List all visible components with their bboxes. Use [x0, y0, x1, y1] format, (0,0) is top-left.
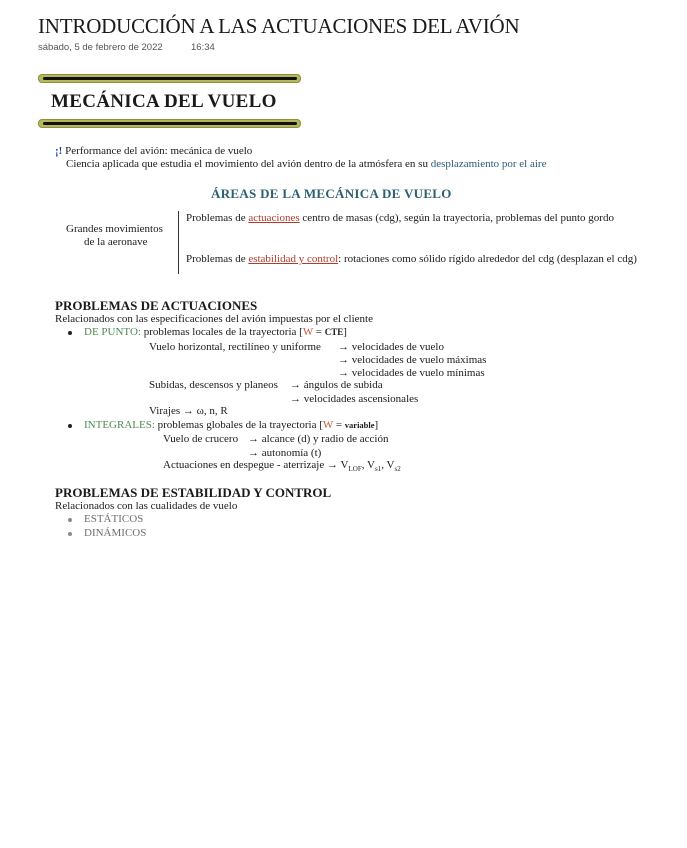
page-date: sábado, 5 de febrero de 2022 [38, 42, 163, 53]
despegue-sep-1: , V [361, 459, 375, 471]
estabilidad-link[interactable]: estabilidad y control [248, 253, 339, 265]
section-title: MECÁNICA DEL VUELO [51, 91, 277, 112]
bullet-dot [68, 518, 72, 522]
integrales-label: INTEGRALES: [84, 419, 155, 431]
intro-line-1 [55, 145, 252, 157]
areas-row-actuaciones [186, 212, 614, 224]
bullet-dot [68, 331, 72, 335]
cte-label: CTE [324, 327, 344, 337]
integrales-text: problemas globales de la trayectoria [ [157, 419, 323, 431]
integrales-item [84, 419, 378, 431]
areas-row2-pre: Problemas de [186, 253, 246, 265]
despegue-sep-2: , V [381, 459, 395, 471]
subidas-result-2: → velocidades ascensionales [290, 393, 419, 405]
vuelo-horizontal: Vuelo horizontal, rectilíneo y uniforme [149, 341, 321, 353]
de-punto-item [84, 326, 347, 338]
intro-line-1-text: Performance del avión: mecánica de vuelo [65, 145, 253, 157]
decorative-bar-bottom [38, 119, 301, 128]
actuaciones-link[interactable]: actuaciones [248, 212, 300, 224]
areas-row1-pre: Problemas de [186, 212, 246, 224]
vh-result-1: → velocidades de vuelo [338, 341, 444, 353]
subidas-result-1: → ángulos de subida [290, 379, 383, 391]
estabilidad-item-estaticos: ESTÁTICOS [84, 513, 144, 525]
crucero-result-2: → autonomía (t) [248, 447, 322, 459]
v-lof-sub: LOF [348, 465, 362, 474]
v-s1-sub: s1 [374, 465, 382, 474]
vh-result-3: → velocidades de vuelo mínimas [338, 367, 485, 379]
areas-left-line-1: Grandes movimientos [66, 223, 163, 235]
intro-line-2 [66, 158, 546, 170]
areas-row1-post: centro de masas (cdg), según la trayectoria, problemas del punto gordo [302, 212, 614, 224]
de-punto-label: DE PUNTO: [84, 326, 141, 338]
page-title: INTRODUCCIÓN A LAS ACTUACIONES DEL AVIÓN [38, 14, 520, 38]
w-symbol: W [322, 419, 334, 431]
despegue-line [163, 459, 401, 473]
areas-row2-post: : rotaciones como sólido rígido alrededor del cdg (desplazan el cdg) [338, 253, 637, 265]
bracket-close: ] [374, 419, 379, 431]
crucero: Vuelo de crucero [163, 433, 239, 445]
estabilidad-heading: PROBLEMAS DE ESTABILIDAD Y CONTROL [55, 485, 332, 500]
actuaciones-heading: PROBLEMAS DE ACTUACIONES [55, 298, 258, 313]
variable-label: variable [344, 420, 375, 430]
estabilidad-subtitle: Relacionados con las cualidades de vuelo [55, 500, 238, 512]
decorative-bar-top [38, 74, 301, 83]
bullet-dot [68, 532, 72, 536]
vh-result-2: → velocidades de vuelo máximas [338, 354, 487, 366]
exclamation-mark: ¡! [55, 145, 63, 157]
equals: = [313, 326, 325, 338]
intro-highlight: desplazamiento por el aire [430, 158, 547, 170]
subidas: Subidas, descensos y planeos [149, 379, 278, 391]
equals: = [333, 419, 345, 431]
areas-row-estabilidad [186, 253, 637, 265]
intro-line-2-text: Ciencia aplicada que estudia el movimiento del avión dentro de la atmósfera en su [66, 158, 428, 170]
bullet-dot [68, 424, 72, 428]
areas-divider [178, 211, 179, 274]
estabilidad-item-dinamicos: DINÁMICOS [84, 527, 147, 539]
v-s2-sub: s2 [394, 465, 401, 474]
w-symbol: W [302, 326, 314, 338]
de-punto-text: problemas locales de la trayectoria [ [143, 326, 303, 338]
bracket-close: ] [343, 326, 347, 338]
page-time: 16:34 [191, 42, 215, 53]
areas-heading: ÁREAS DE LA MECÁNICA DE VUELO [211, 186, 452, 201]
areas-left-line-2: de la aeronave [84, 236, 148, 248]
actuaciones-subtitle: Relacionados con las especificaciones del avión impuestas por el cliente [55, 313, 373, 325]
crucero-result-1: → alcance (d) y radio de acción [248, 433, 389, 445]
despegue-text: Actuaciones en despegue - aterrizaje → V [163, 459, 349, 471]
virajes: Virajes → ω, n, R [149, 405, 228, 417]
